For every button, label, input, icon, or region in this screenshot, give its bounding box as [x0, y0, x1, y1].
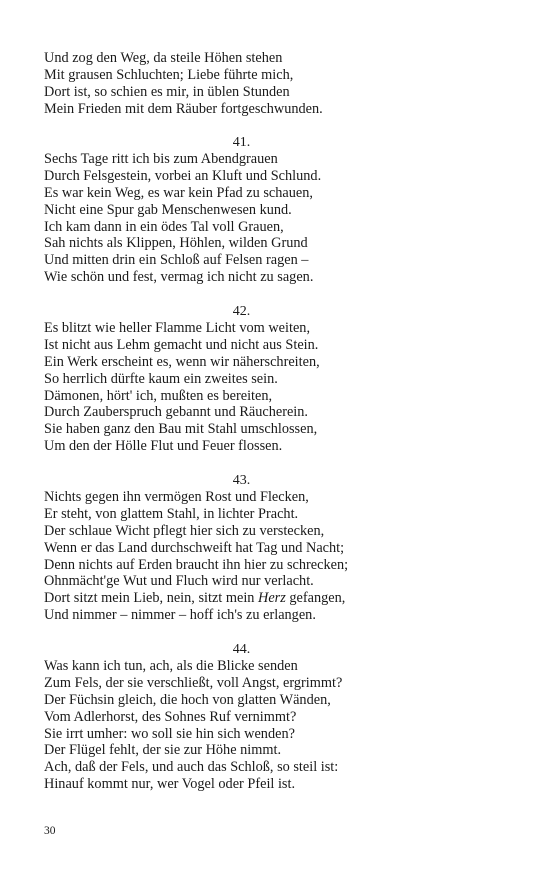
stanza-44 — [44, 658, 504, 793]
verse-line: Wie schön und fest, vermag ich nicht zu sagen. — [44, 269, 314, 286]
verse-line: Denn nichts auf Erden braucht ihn hier zu schrecken; — [44, 556, 349, 573]
verse-line: Und zog den Weg, da steile Höhen stehen — [44, 50, 283, 66]
verse-text: gefangen, — [285, 590, 346, 607]
emphasized-word: Herz — [258, 590, 286, 607]
verse-line: Sie haben ganz den Bau mit Stahl umschlossen, — [44, 421, 318, 438]
page-number: 30 — [44, 825, 56, 837]
verse-line: Er steht, von glattem Stahl, in lichter Pracht. — [44, 505, 299, 522]
verse-line: Und mitten drin ein Schloß auf Felsen ragen – — [44, 252, 309, 269]
stanza-number-44: 44. — [232, 642, 251, 657]
verse-line: Zum Fels, der sie verschließt, voll Angst, ergrimmt? — [44, 674, 343, 691]
stanza-number-43: 43. — [232, 473, 251, 488]
verse-line: Sie irrt umher: wo soll sie hin sich wenden? — [44, 725, 295, 742]
verse-line: Ach, daß der Fels, und auch das Schloß, so steil ist: — [44, 759, 339, 776]
verse-line: Nichts gegen ihn vermögen Rost und Flecken, — [44, 489, 309, 505]
verse-line: Ein Werk erscheint es, wenn wir näherschreiten, — [44, 353, 320, 370]
verse-line: Wenn er das Land durchschweift hat Tag und Nacht; — [44, 539, 345, 556]
verse-line: Mit grausen Schluchten; Liebe führte mich, — [44, 66, 294, 83]
verse-line: Es war kein Weg, es war kein Pfad zu schauen, — [44, 184, 313, 201]
verse-line: Und nimmer – nimmer – hoff ich's zu erlangen. — [44, 607, 316, 624]
verse-line: Was kann ich tun, ach, als die Blicke senden — [44, 658, 298, 674]
verse-line: Sah nichts als Klippen, Höhlen, wilden Grund — [44, 235, 308, 252]
stanza-42 — [44, 320, 504, 455]
verse-line: Ist nicht aus Lehm gemacht und nicht aus Stein. — [44, 336, 319, 353]
verse-line: Dort ist, so schien es mir, in üblen Stunden — [44, 83, 290, 100]
verse-line: Der Flügel fehlt, der sie zur Höhe nimmt. — [44, 742, 282, 759]
verse-line — [44, 590, 504, 607]
verse-line: Es blitzt wie heller Flamme Licht vom weiten, — [44, 320, 311, 336]
verse-line: Ich kam dann in ein ödes Tal voll Grauen, — [44, 218, 284, 235]
stanza-41 — [44, 151, 504, 286]
verse-line: Durch Zauberspruch gebannt und Räucherein. — [44, 404, 308, 421]
verse-line: Um den der Hölle Flut und Feuer flossen. — [44, 438, 283, 455]
verse-line: Der Füchsin gleich, die hoch von glatten Wänden, — [44, 691, 331, 708]
stanza-number-41: 41. — [232, 135, 251, 150]
stanza-40-tail — [44, 50, 504, 118]
stanza-number-42: 42. — [232, 304, 251, 319]
verse-line: So herrlich dürfte kaum ein zweites sein. — [44, 370, 278, 387]
verse-line: Ohnmächt'ge Wut und Fluch wird nur verlacht. — [44, 573, 314, 590]
verse-line: Sechs Tage ritt ich bis zum Abendgrauen — [44, 151, 278, 167]
verse-text: Dort sitzt mein Lieb, nein, sitzt mein — [44, 590, 259, 607]
verse-line: Der schlaue Wicht pflegt hier sich zu verstecken, — [44, 522, 325, 539]
verse-line: Mein Frieden mit dem Räuber fortgeschwunden. — [44, 100, 323, 117]
verse-line: Hinauf kommt nur, wer Vogel oder Pfeil ist. — [44, 776, 296, 793]
verse-line: Durch Felsgestein, vorbei an Kluft und Schlund. — [44, 167, 322, 184]
stanza-43 — [44, 489, 504, 624]
verse-line: Dämonen, hört' ich, mußten es bereiten, — [44, 387, 273, 404]
verse-line: Vom Adlerhorst, des Sohnes Ruf vernimmt? — [44, 708, 297, 725]
verse-line: Nicht eine Spur gab Menschenwesen kund. — [44, 201, 292, 218]
